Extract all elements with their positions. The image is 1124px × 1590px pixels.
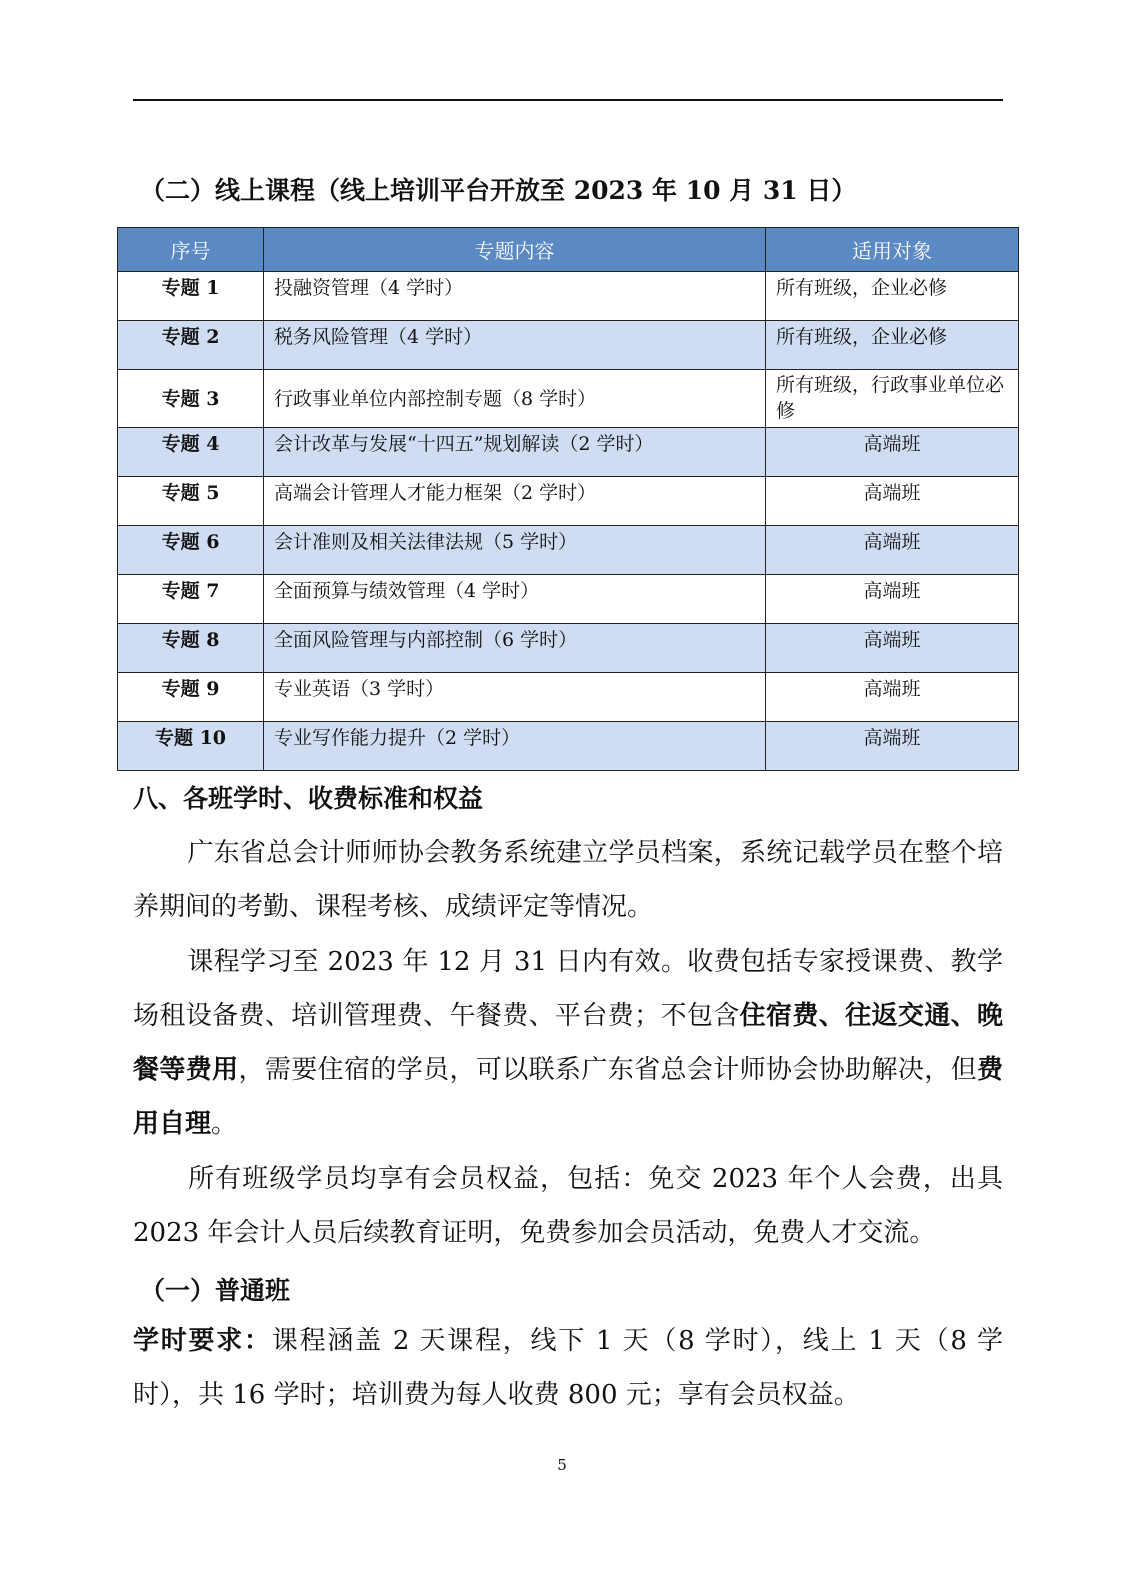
topic-audience: 高端班 <box>766 673 1019 722</box>
table-row <box>118 722 1019 771</box>
topic-number: 专题 6 <box>118 526 264 575</box>
paragraph-regular-class-requirements <box>133 1314 1003 1422</box>
table-row <box>118 673 1019 722</box>
topic-content: 投融资管理（4 学时） <box>264 272 766 321</box>
header-num: 序号 <box>118 228 264 272</box>
online-courses-table <box>117 227 1019 771</box>
table-row <box>118 428 1019 477</box>
table-header-row <box>118 228 1019 272</box>
topic-number: 专题 7 <box>118 575 264 624</box>
topic-audience: 高端班 <box>766 575 1019 624</box>
topic-number: 专题 4 <box>118 428 264 477</box>
paragraph-text: 。 <box>211 1109 238 1139</box>
topic-audience: 所有班级，行政事业单位必修 <box>766 370 1019 428</box>
paragraph-text: 所有班级学员均享有会员权益，包括：免交 2023 年个人会费，出具 2023 年会计人员后续教育证明，免费参加会员活动，免费人才交流。 <box>133 1164 1003 1248</box>
self-pay-emphasis: 费用自理 <box>133 1055 1003 1139</box>
topic-content: 全面风险管理与内部控制（6 学时） <box>264 624 766 673</box>
table-row <box>118 526 1019 575</box>
topic-content: 专业英语（3 学时） <box>264 673 766 722</box>
topic-content: 会计改革与发展“十四五”规划解读（2 学时） <box>264 428 766 477</box>
subsection-regular-class-title: （一）普通班 <box>140 1276 291 1305</box>
topic-audience: 高端班 <box>766 477 1019 526</box>
table-row <box>118 272 1019 321</box>
table-row <box>118 624 1019 673</box>
excluded-costs-emphasis: 住宿费、往返交通、晚餐等费用 <box>133 1001 1003 1085</box>
topic-audience: 高端班 <box>766 428 1019 477</box>
topic-number: 专题 8 <box>118 624 264 673</box>
topic-number: 专题 3 <box>118 370 264 428</box>
topic-audience: 高端班 <box>766 624 1019 673</box>
header-audience: 适用对象 <box>766 228 1019 272</box>
topic-content: 会计准则及相关法律法规（5 学时） <box>264 526 766 575</box>
topic-number: 专题 10 <box>118 722 264 771</box>
table-row <box>118 477 1019 526</box>
requirements-label: 学时要求： <box>133 1326 272 1356</box>
paragraph-text: 课程学习至 2023 年 12 月 31 日内有效。收费包括专家授课费、教学场租设备费、培训管理费、午餐费、平台费；不包含 <box>133 947 1003 1031</box>
topic-number: 专题 1 <box>118 272 264 321</box>
topic-number: 专题 5 <box>118 477 264 526</box>
paragraph-text: ，需要住宿的学员，可以联系广东省总会计师协会协助解决，但 <box>238 1055 977 1085</box>
table-row <box>118 575 1019 624</box>
paragraph-text: 课程涵盖 2 天课程，线下 1 天（8 学时），线上 1 天（8 学时），共 16 学时；培训费为每人收费 800 元；享有会员权益。 <box>133 1326 1003 1410</box>
topic-number: 专题 9 <box>118 673 264 722</box>
page-number: 5 <box>557 1456 567 1474</box>
topic-content: 税务风险管理（4 学时） <box>264 321 766 370</box>
paragraph-text: 广东省总会计师师协会教务系统建立学员档案，系统记载学员在整个培养期间的考勤、课程考核、成绩评定等情况。 <box>133 838 1003 922</box>
header-rule <box>133 99 1003 101</box>
topic-content: 行政事业单位内部控制专题（8 学时） <box>264 370 766 428</box>
topic-content: 专业写作能力提升（2 学时） <box>264 722 766 771</box>
topic-audience: 所有班级，企业必修 <box>766 272 1019 321</box>
table-row <box>118 321 1019 370</box>
header-content: 专题内容 <box>264 228 766 272</box>
topic-audience: 高端班 <box>766 722 1019 771</box>
section-online-courses-title: （二）线上课程（线上培训平台开放至 2023 年 10 月 31 日） <box>140 176 857 205</box>
topic-content: 高端会计管理人才能力框架（2 学时） <box>264 477 766 526</box>
paragraph-student-records <box>133 826 1003 934</box>
table-row <box>118 370 1019 428</box>
section-8-title: 八、各班学时、收费标准和权益 <box>133 784 484 813</box>
topic-number: 专题 2 <box>118 321 264 370</box>
topic-content: 全面预算与绩效管理（4 学时） <box>264 575 766 624</box>
paragraph-member-benefits <box>133 1152 1003 1260</box>
topic-audience: 所有班级，企业必修 <box>766 321 1019 370</box>
topic-audience: 高端班 <box>766 526 1019 575</box>
paragraph-fees <box>133 935 1003 1151</box>
